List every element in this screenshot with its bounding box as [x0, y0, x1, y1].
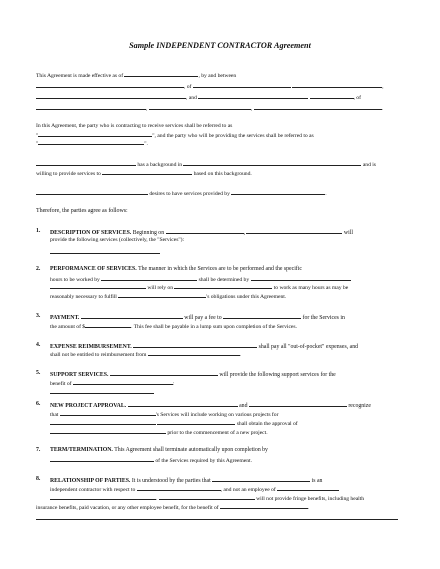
client-blank-12[interactable]: [50, 494, 156, 500]
section-5-number: 5.: [36, 370, 41, 376]
party2-state-blank[interactable]: [149, 104, 251, 110]
section-6-text-3: that: [50, 412, 59, 418]
section-8-text-3: independent contractor with respect to: [50, 487, 136, 493]
section-6-text-4: 's Services will include working on various projects for: [155, 412, 279, 418]
parties-line-3: [36, 139, 148, 148]
section-7-line-1: [50, 447, 268, 453]
effective-date-blank[interactable]: [124, 71, 198, 77]
contractor-blank-11[interactable]: [249, 401, 347, 407]
comma: ,: [243, 230, 246, 236]
contractor-blank-4[interactable]: [101, 275, 197, 281]
background-text-4: based on this background.: [193, 171, 252, 177]
section-2-line-4: [50, 292, 286, 301]
section-2-number: 2.: [36, 266, 41, 272]
section-2-line-1: [50, 266, 302, 272]
section-6-line-4: [50, 428, 268, 437]
section-5-heading: SUPPORT SERVICES.: [50, 372, 109, 378]
of-text-2: , of: [353, 95, 361, 101]
section-3-text-2: for the Services in: [302, 315, 345, 321]
section-2-text-6: reasonably necessary to fulfill: [50, 294, 117, 300]
section-8-line-1: [50, 476, 322, 484]
client-label-blank[interactable]: [38, 131, 152, 137]
section-1-line-2: provide the following services (collectively, the "Services"):: [50, 237, 184, 243]
section-1-text-1: Beginning on: [132, 230, 165, 236]
section-7-number: 7.: [36, 447, 41, 453]
section-5-text-1: will provide the following support services for the: [219, 372, 336, 378]
section-5-line-1: [50, 370, 336, 378]
section-7-text-1: This Agreement shall terminate automatically upon completion by: [114, 447, 268, 453]
intro-line-2: , of ,: [36, 82, 384, 91]
and-text: , and: [186, 95, 197, 101]
intro-between-text: , by and between: [198, 73, 237, 79]
section-6-text-5: shall obtain the approval of: [236, 421, 298, 427]
client-blank-7[interactable]: [128, 401, 238, 407]
therefore-text: Therefore, the parties agree as follows:: [36, 208, 128, 214]
client-blank-10[interactable]: [137, 485, 221, 491]
party2-address-blank[interactable]: [254, 104, 382, 110]
section-8-text-4: , and not an employee of: [220, 487, 276, 493]
section-1-line-3: [50, 248, 160, 257]
section-7-text-2: of the Services required by this Agreement.: [155, 458, 252, 464]
client-blank-13[interactable]: [159, 494, 255, 500]
section-3-heading: PAYMENT.: [50, 315, 80, 321]
party1-address-blank[interactable]: [36, 93, 186, 99]
support-services-blank[interactable]: [50, 388, 154, 394]
contractor-blank-13[interactable]: [157, 419, 235, 425]
intro-line-4: , , .: [36, 104, 383, 113]
section-1-number: 1.: [36, 228, 41, 234]
section-8-line-2: [50, 485, 339, 494]
section-8-line-5: [36, 514, 398, 523]
section-3-line-1: [50, 313, 345, 321]
section-7-line-2: [50, 456, 252, 465]
contractor-blank-9[interactable]: [133, 342, 257, 348]
section-6-line-1: [50, 401, 371, 409]
party1-state-blank[interactable]: [292, 82, 382, 88]
section-2-heading: PERFORMANCE OF SERVICES.: [50, 266, 137, 272]
client-blank-4[interactable]: [81, 313, 183, 319]
benefits-continuation-blank[interactable]: [36, 514, 398, 520]
contractor-blank-8[interactable]: [223, 313, 301, 319]
background-field-blank[interactable]: [183, 160, 361, 166]
section-6-text-1: and: [239, 403, 248, 409]
section-5-line-2: [50, 379, 174, 388]
section-2-text-3: shall be determined by: [198, 277, 250, 283]
contractor-blank-10[interactable]: [73, 379, 173, 385]
section-2-text-4: will rely on: [147, 285, 173, 291]
document-title: Sample INDEPENDENT CONTRACTOR Agreement: [129, 41, 311, 50]
section-4-line-1: [50, 342, 358, 350]
contractor-blank-3[interactable]: [243, 228, 342, 236]
intro-line-3: [36, 93, 361, 102]
background-line-1: [36, 160, 376, 169]
section-6-heading: NEW PROJECT APPROVAL.: [50, 403, 127, 409]
parties-text-2: ", and the party who will be providing the services shall be referred to as: [152, 133, 314, 139]
section-3-line-2: [50, 322, 297, 331]
section-3-text-1: will pay a fee to: [184, 315, 222, 321]
section-8-heading: RELATIONSHIP OF PARTIES.: [50, 478, 131, 484]
section-2-text-7: 's obligations under this Agreement.: [206, 294, 287, 300]
client-blank-6[interactable]: [110, 370, 218, 376]
section-7-heading: TERM/TERMINATION.: [50, 447, 113, 453]
contractor-blank-2[interactable]: [231, 189, 325, 195]
contractor-blank-7[interactable]: [118, 292, 206, 298]
section-4-text-2: shall not be entitled to reimbursement from: [50, 352, 147, 358]
contractor-blank[interactable]: [36, 160, 136, 166]
quote-open: ": [36, 133, 39, 139]
section-2-line-3: [50, 283, 348, 292]
section-8-text-5: will not provide fringe benefits, including health: [256, 496, 365, 502]
section-6-number: 6.: [36, 401, 41, 407]
party2-city-blank[interactable]: [36, 104, 146, 110]
fee-amount-blank[interactable]: [85, 322, 131, 328]
services-blank[interactable]: [50, 248, 160, 254]
background-text-2: and is: [362, 162, 376, 168]
intro-end: .: [381, 106, 383, 112]
section-2-text-1: The manner in which the Services are to be performed and the specific: [138, 266, 302, 272]
start-date-blank[interactable]: [166, 228, 244, 234]
of-text: , of: [184, 84, 192, 90]
section-2-text-2: hours to be worked by: [50, 277, 100, 283]
quote-open-2: ": [36, 141, 39, 147]
contractor-blank-14[interactable]: [50, 456, 154, 462]
section-8-text-7: .: [308, 505, 310, 511]
client-blank[interactable]: [102, 169, 192, 175]
section-5-text-2: benefit of: [50, 381, 72, 387]
party2-name-blank[interactable]: [198, 93, 308, 99]
section-3-text-3: the amount of $: [50, 324, 86, 330]
section-8-text-6: insurance benefits, paid vacation, or any other employee benefit, for the benefit of: [36, 505, 219, 511]
client-blank-9[interactable]: [50, 428, 166, 434]
section-1-line-1: [50, 228, 353, 236]
quote-close: ".: [144, 141, 148, 147]
section-6-line-3: [50, 419, 298, 428]
section-6-line-2: [50, 410, 278, 419]
section-4-text-3: .: [239, 352, 242, 358]
client-blank-5[interactable]: [148, 350, 240, 356]
section-6-text-2: recognize: [348, 403, 371, 409]
background-text-5: desires to have services provided by: [149, 191, 230, 197]
section-8-number: 8.: [36, 476, 41, 482]
client-blank-2[interactable]: [36, 189, 148, 195]
intro-line-1: [36, 71, 236, 80]
contractor-blank-6[interactable]: [174, 283, 272, 289]
client-blank-3[interactable]: [50, 283, 146, 289]
contractor-blank-16[interactable]: [220, 503, 308, 509]
party1-city-blank[interactable]: [193, 82, 291, 88]
background-line-3: [36, 189, 327, 198]
section-8-text-1: It is understood by the parties that: [131, 478, 211, 484]
party2-extra-blank[interactable]: [310, 93, 354, 99]
background-line-2: [36, 169, 252, 178]
contractor-blank-12[interactable]: [60, 410, 156, 416]
section-4-number: 4.: [36, 342, 41, 348]
parties-line-1: In this Agreement, the party who is contracting to receive services shall be referred to as: [36, 123, 233, 129]
section-1-heading: DESCRIPTION OF SERVICES.: [50, 230, 132, 236]
section-2-text-5: to work as many hours as may be: [273, 285, 349, 291]
section-8-text-2: is an: [311, 478, 323, 484]
section-8-line-3: . will not provide fringe benefits, including health: [50, 494, 364, 503]
party1-name-blank[interactable]: [36, 82, 184, 88]
intro-effective-text: This Agreement is made effective as of: [36, 73, 124, 79]
section-5-line-3: [50, 388, 154, 397]
contractor-blank-15[interactable]: [212, 476, 310, 482]
background-text-1: has a background in: [137, 162, 183, 168]
section-3-text-4: . This fee shall be payable in a lump sum upon completion of the Services.: [131, 324, 297, 330]
contractor-label-blank[interactable]: [38, 139, 144, 145]
client-blank-11[interactable]: [277, 485, 339, 491]
client-blank-8[interactable]: [50, 419, 156, 425]
section-8-line-4: [36, 503, 309, 512]
background-text-3: willing to provide services to: [36, 171, 101, 177]
contractor-blank-5[interactable]: [251, 275, 351, 281]
section-4-heading: EXPENSE REIMBURSEMENT.: [50, 344, 132, 350]
section-6-text-6: prior to the commencement of a new project.: [167, 430, 268, 436]
section-1-text-2: will: [343, 230, 353, 236]
section-4-line-2: [50, 350, 241, 359]
section-4-text-1: shall pay all "out-of-pocket" expenses, and: [258, 344, 359, 350]
section-3-number: 3.: [36, 313, 41, 319]
section-5-text-3: :: [172, 381, 175, 387]
background-end: .: [325, 191, 327, 197]
